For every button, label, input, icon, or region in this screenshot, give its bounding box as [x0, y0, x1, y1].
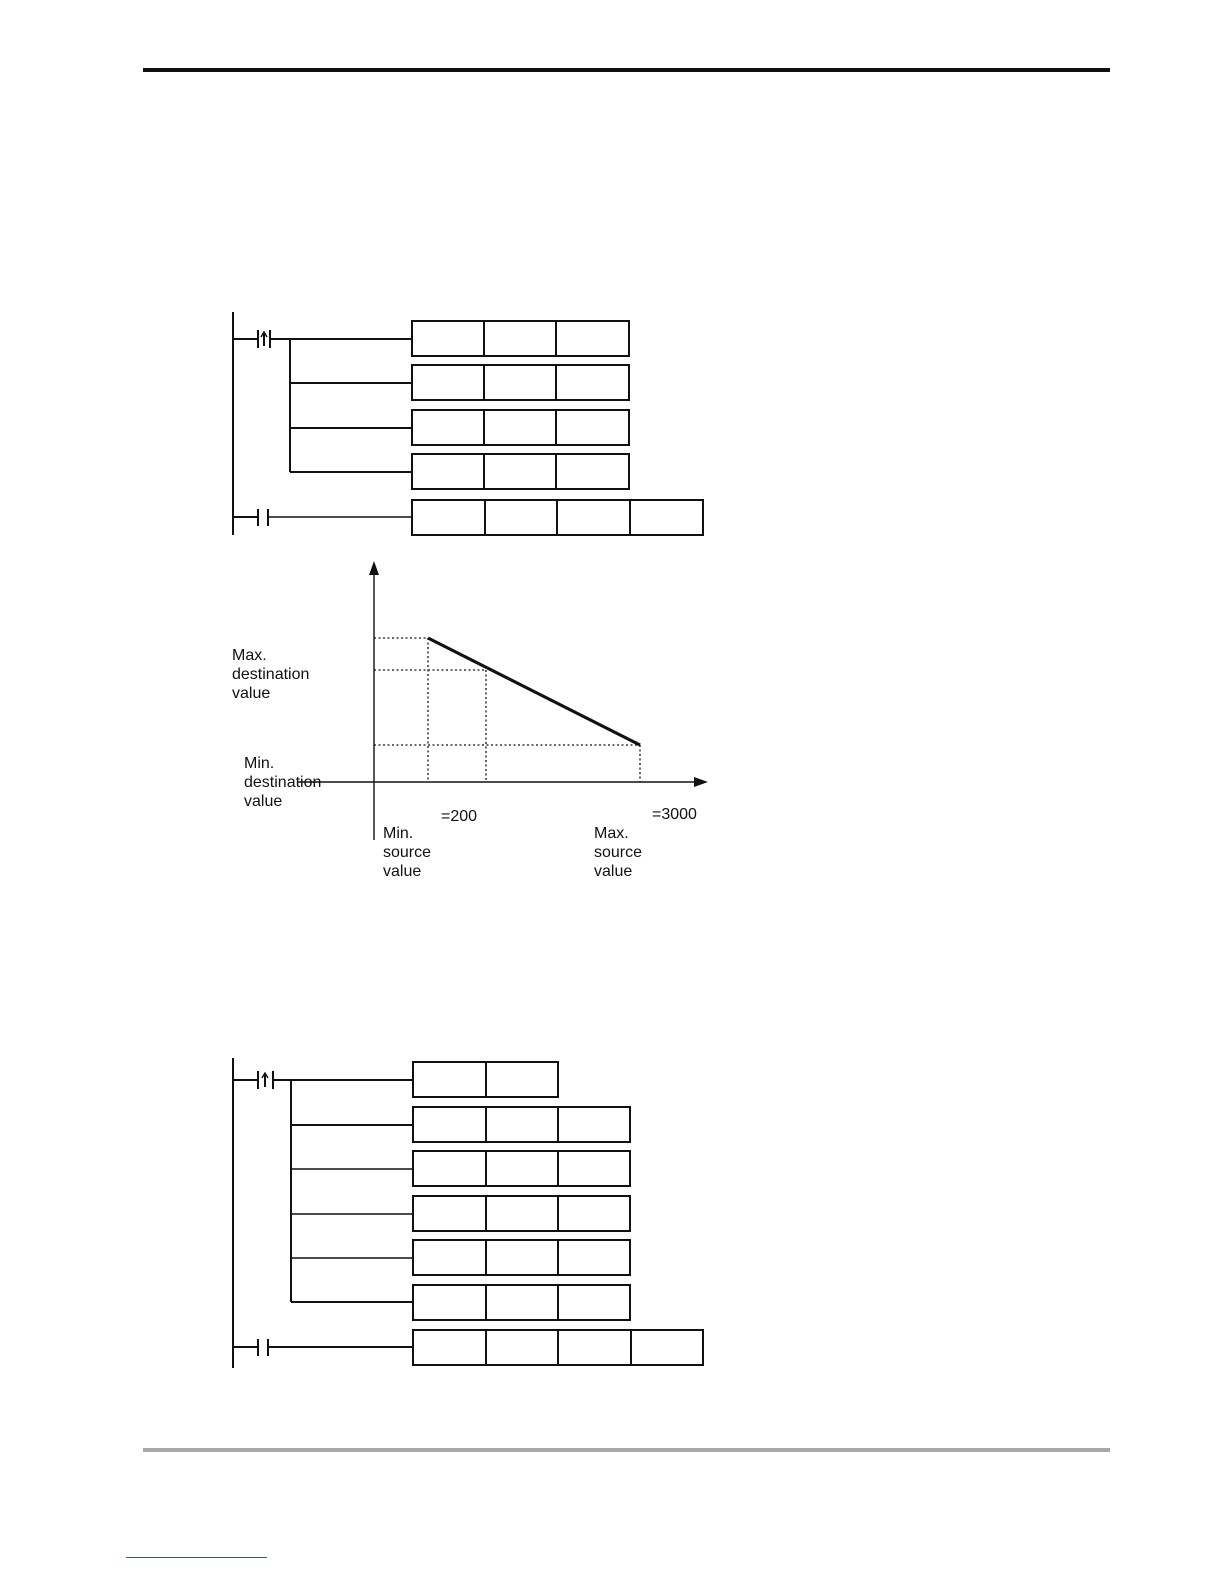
instruction-row-1 — [413, 1062, 558, 1097]
max-source-value: =3000 — [652, 806, 697, 823]
instruction-row-3 — [413, 1151, 630, 1186]
rising-edge-contact-icon — [258, 1071, 273, 1089]
footer-link-underline — [126, 1557, 267, 1558]
min-source-value: =200 — [441, 808, 478, 825]
instruction-row-7 — [413, 1330, 703, 1365]
max-source-label: Max. source value — [594, 825, 643, 880]
instruction-row-5 — [413, 1240, 630, 1275]
normally-open-contact-icon — [258, 1339, 268, 1356]
min-destination-label: Min. destination value — [244, 755, 322, 810]
min-source-label: Min. source value — [383, 825, 432, 880]
footer-rule — [143, 1448, 1110, 1452]
instruction-row-6 — [413, 1285, 630, 1320]
instruction-row-2 — [413, 1107, 630, 1142]
instruction-row-4 — [413, 1196, 630, 1231]
max-destination-label: Max. destination value — [232, 647, 310, 702]
